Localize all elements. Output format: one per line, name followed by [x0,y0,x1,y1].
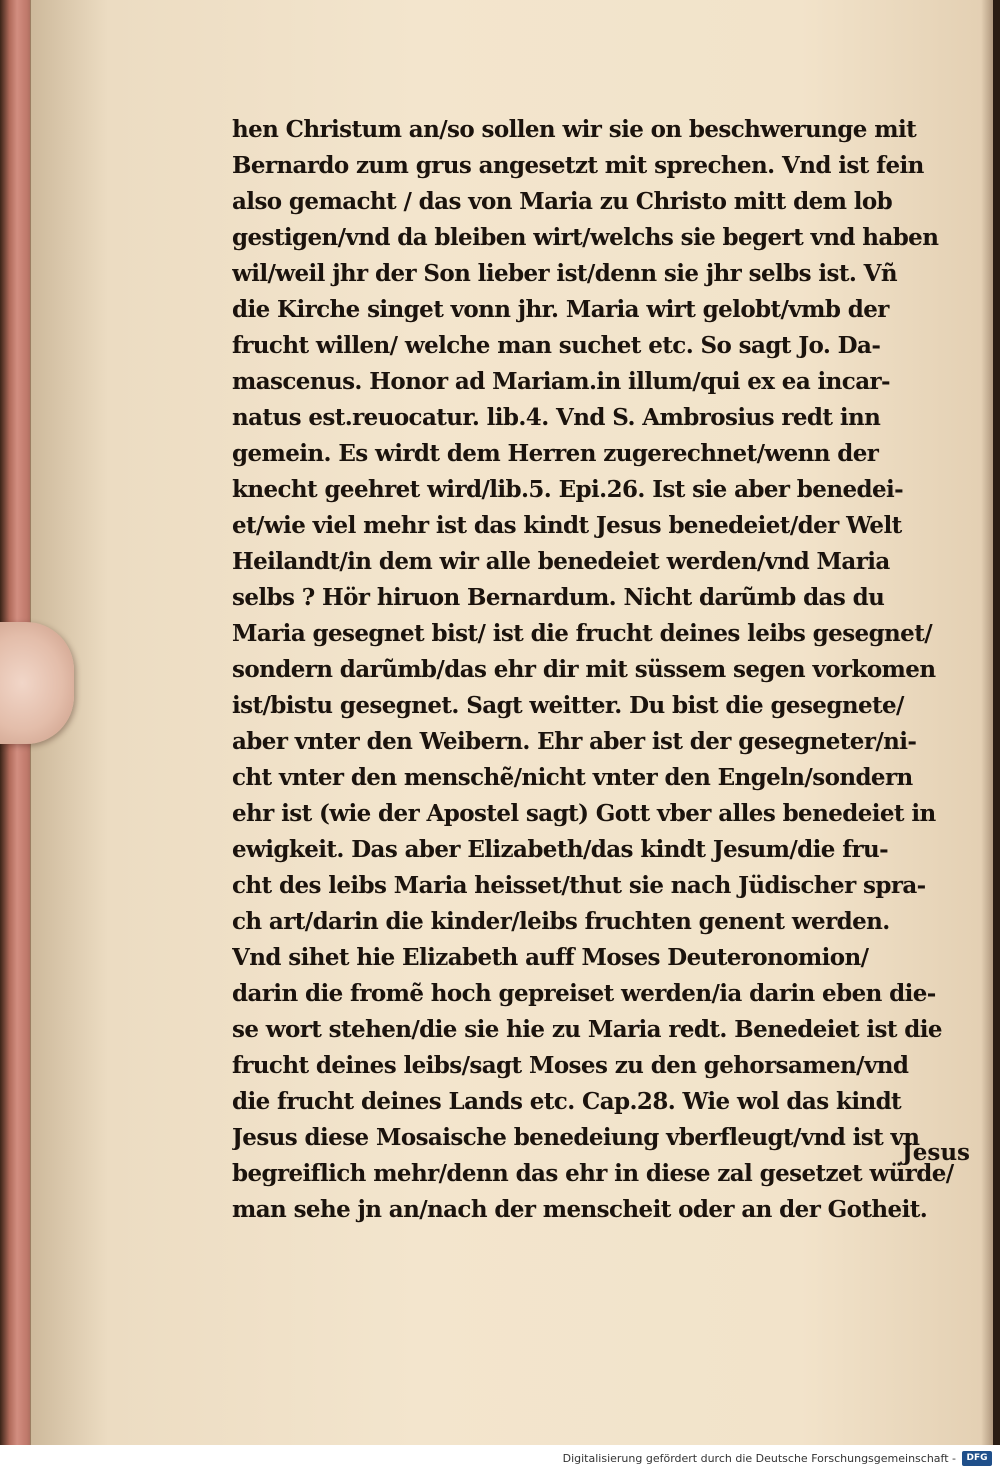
text-line: begreiflich mehr/denn das ehr in diese zal gesetzet würde/ [232,1160,954,1187]
text-line: gemein. Es wirdt dem Herren zugerechnet/wenn der [232,440,879,467]
text-line: sondern darũmb/das ehr dir mit süssem segen vorkomen [232,656,936,683]
text-line: Heilandt/in dem wir alle benedeiet werden/vnd Maria [232,548,890,575]
text-line: knecht geehret wird/lib.5. Epi.26. Ist sie aber benedei- [232,476,904,503]
text-line: hen Christum an/so sollen wir sie on beschwerunge mit [232,116,917,143]
text-line: Vnd sihet hie Elizabeth auff Moses Deuteronomion/ [232,944,869,971]
text-line: se wort stehen/die sie hie zu Maria redt. Benedeiet ist die [232,1016,942,1043]
text-line: ewigkeit. Das aber Elizabeth/das kindt Jesum/die fru- [232,836,889,863]
text-line: Jesus diese Mosaische benedeiung vberfleugt/vnd ist vn [232,1124,920,1151]
text-line: frucht deines leibs/sagt Moses zu den gehorsamen/vnd [232,1052,909,1079]
text-line: Maria gesegnet bist/ ist die frucht deines leibs gesegnet/ [232,620,933,647]
funding-credit: Digitalisierung gefördert durch die Deutsche Forschungsgemeinschaft - [562,1452,956,1465]
body-text [232,112,968,1228]
text-line: frucht willen/ welche man suchet etc. So sagt Jo. Da- [232,332,881,359]
text-line: gestigen/vnd da bleiben wirt/welchs sie begert vnd haben [232,224,939,251]
text-line: et/wie viel mehr ist das kindt Jesus benedeiet/der Welt [232,512,902,539]
dfg-logo-icon: DFG [962,1451,992,1466]
text-line: selbs ? Hör hiruon Bernardum. Nicht darũmb das du [232,584,885,611]
text-line: ch art/darin die kinder/leibs fruchten genent werden. [232,908,890,935]
text-line: cht des leibs Maria heisset/thut sie nach Jüdischer spra- [232,872,926,899]
text-line: natus est.reuocatur. lib.4. Vnd S. Ambrosius redt inn [232,404,881,431]
text-line: Bernardo zum grus angesetzt mit sprechen. Vnd ist fein [232,152,924,179]
footer-bar [0,1445,1000,1473]
text-line: wil/weil jhr der Son lieber ist/denn sie jhr selbs ist. Vñ [232,260,898,287]
text-line: mascenus. Honor ad Mariam.in illum/qui ex ea incar- [232,368,890,395]
text-line: ist/bistu gesegnet. Sagt weitter. Du bist die gesegnete/ [232,692,904,719]
text-line: man sehe jn an/nach der menscheit oder an der Gotheit. [232,1196,928,1223]
text-line: die Kirche singet vonn jhr. Maria wirt gelobt/vmb der [232,296,889,323]
text-line: die frucht deines Lands etc. Cap.28. Wie wol das kindt [232,1088,902,1115]
text-line: ehr ist (wie der Apostel sagt) Gott vber alles benedeiet in [232,800,936,827]
thumb-holding-page [0,622,74,744]
catchword: Jesus [901,1139,970,1166]
text-line: aber vnter den Weibern. Ehr aber ist der gesegneter/ni- [232,728,917,755]
text-line: darin die fromẽ hoch gepreiset werden/ia darin eben die- [232,980,936,1007]
text-line: also gemacht / das von Maria zu Christo mitt dem lob [232,188,893,215]
text-line: cht vnter den menschẽ/nicht vnter den Engeln/sondern [232,764,913,791]
